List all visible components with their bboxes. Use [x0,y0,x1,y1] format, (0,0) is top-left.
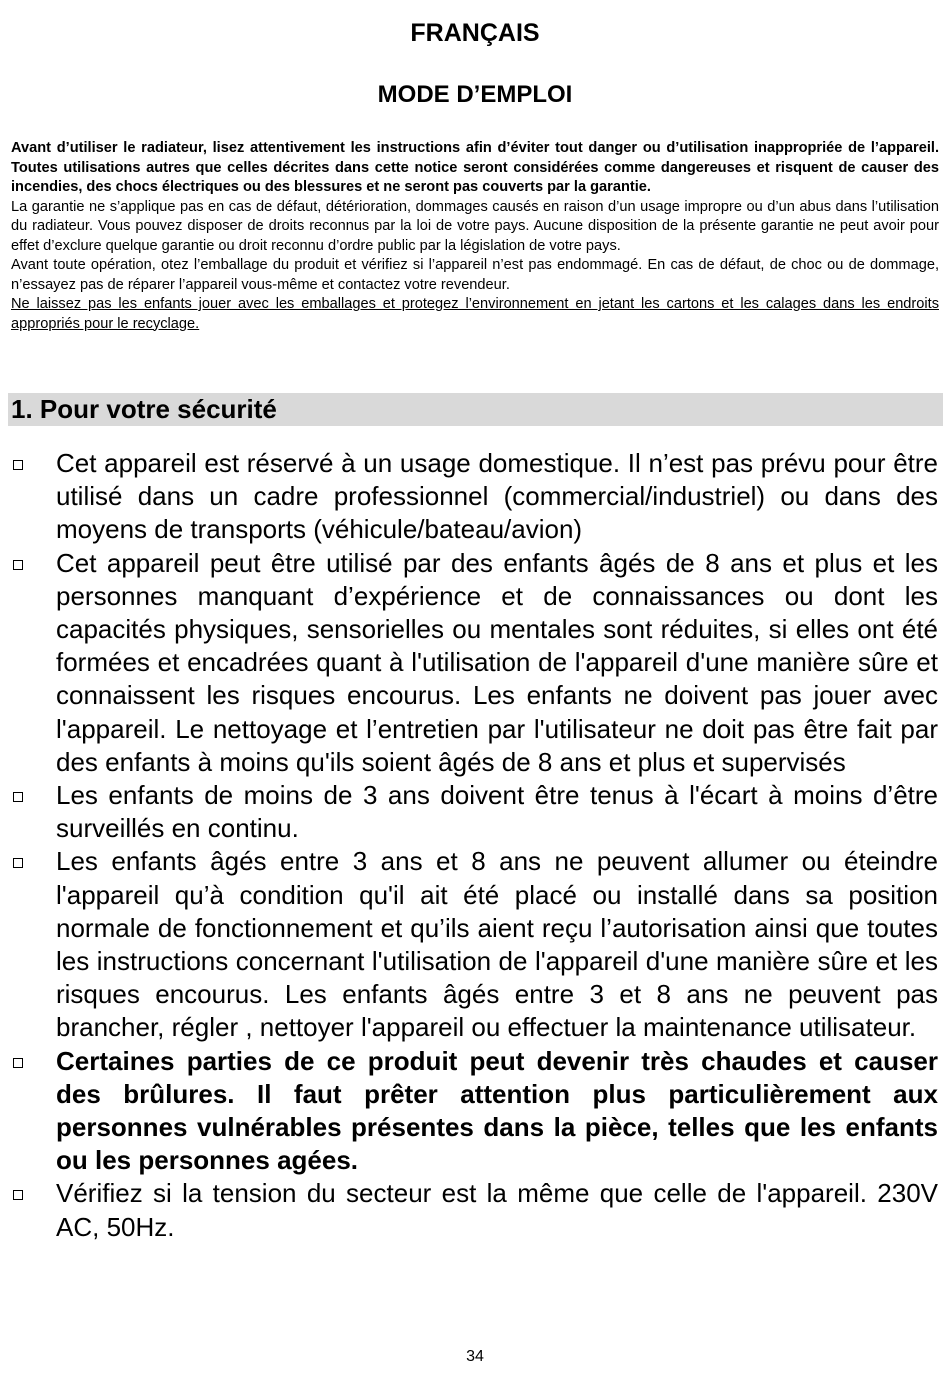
list-item-text: Les enfants de moins de 3 ans doivent être tenus à l'écart à moins d’être surveillés en continu. [56,780,938,844]
safety-list [0,447,950,1244]
intro-recycling: Ne laissez pas les enfants jouer avec les emballages et protegez l’environnement en jetant les cartons et les calages dans les endroits appropriés pour le recyclage. [11,296,939,332]
checkbox-bullet-icon [13,858,23,868]
list-item [0,447,938,547]
document-title: MODE D’EMPLOI [377,81,573,108]
list-item-text: Vérifiez si la tension du secteur est la même que celle de l'appareil. 230V AC, 50Hz. [56,1178,938,1242]
intro-guarantee: La garantie ne s’applique pas en cas de défaut, détérioration, dommages causés en raison d’un usage impropre ou d’un abus dans l’utilisation du radiateur. Vous pouvez disposer de droits reconnus par la loi de votre pays. Aucune disposition de la présente garantie ne peut avoir pour effet d’exclure quelque garantie ou droit reconnu d’ordre public par la législation de votre pays. [11,198,939,254]
list-item [0,547,938,779]
section-title: 1. Pour votre sécurité [11,394,277,424]
intro-section [11,139,939,334]
list-item [0,1045,938,1178]
intro-unpacking: Avant toute opération, otez l’emballage du produit et vérifiez si l’appareil n’est pas endommagé. En cas de défaut, de choc ou de dommage, n’essayez pas de réparer l’appareil vous-même et contactez votre revendeur. [11,257,939,293]
list-item [0,1177,938,1243]
list-item-text: Les enfants âgés entre 3 ans et 8 ans ne peuvent allumer ou éteindre l'appareil qu’à condition qu'il ait été placé ou installé dans sa position normale de fonctionnement et qu’ils aient reçu l’autorisation ainsi que toutes les instructions concernant l'utilisation de l'appareil d'une manière sûre et les risques encourus. Les enfants âgés entre 3 et 8 ans ne peuvent pas brancher, régler , nettoyer l'appareil ou effectuer la maintenance utilisateur. [56,846,938,1043]
page-number: 34 [466,1348,484,1365]
checkbox-bullet-icon [13,460,23,470]
list-item-text: Certaines parties de ce produit peut devenir très chaudes et causer des brûlures. Il faut prêter attention plus particulièrement aux personnes vulnérables présentes dans la pièce, telles que les enfants ou les personnes agées. [56,1045,938,1176]
list-item-text: Cet appareil est réservé à un usage domestique. Il n’est pas prévu pour être utilisé dans un cadre professionnel (commercial/industriel) ou dans des moyens de transports (véhicule/bateau/avion) [56,448,938,545]
checkbox-bullet-icon [13,1058,23,1068]
list-item-text: Cet appareil peut être utilisé par des enfants âgés de 8 ans et plus et les personnes manquant d’expérience et de connaissances ou dont les capacités physiques, sensorielles ou mentales sont réduites, si elles ont été formées et encadrées quant à l'utilisation de l'appareil d'une manière sûre et connaissent les risques encourus. Les enfants ne doivent pas jouer avec l'appareil. Le nettoyage et l’entretien par l'utilisateur ne doit pas être fait par des enfants à moins qu'ils soient âgés de 8 ans et plus et supervisés [56,547,938,777]
checkbox-bullet-icon [13,792,23,802]
list-item [0,779,938,845]
checkbox-bullet-icon [13,1190,23,1200]
intro-warning: Avant d’utiliser le radiateur, lisez attentivement les instructions afin d’éviter tout danger ou d’utilisation inappropriée de l’appareil. Toutes utilisations autres que celles décrites dans cette notice seront considérées comme dangereuses et risquent de causer des incendies, des chocs électriques ou des blessures et ne seront pas couverts par la garantie. [11,140,939,195]
language-heading: FRANÇAIS [410,19,540,47]
list-item [0,845,938,1044]
checkbox-bullet-icon [13,560,23,570]
